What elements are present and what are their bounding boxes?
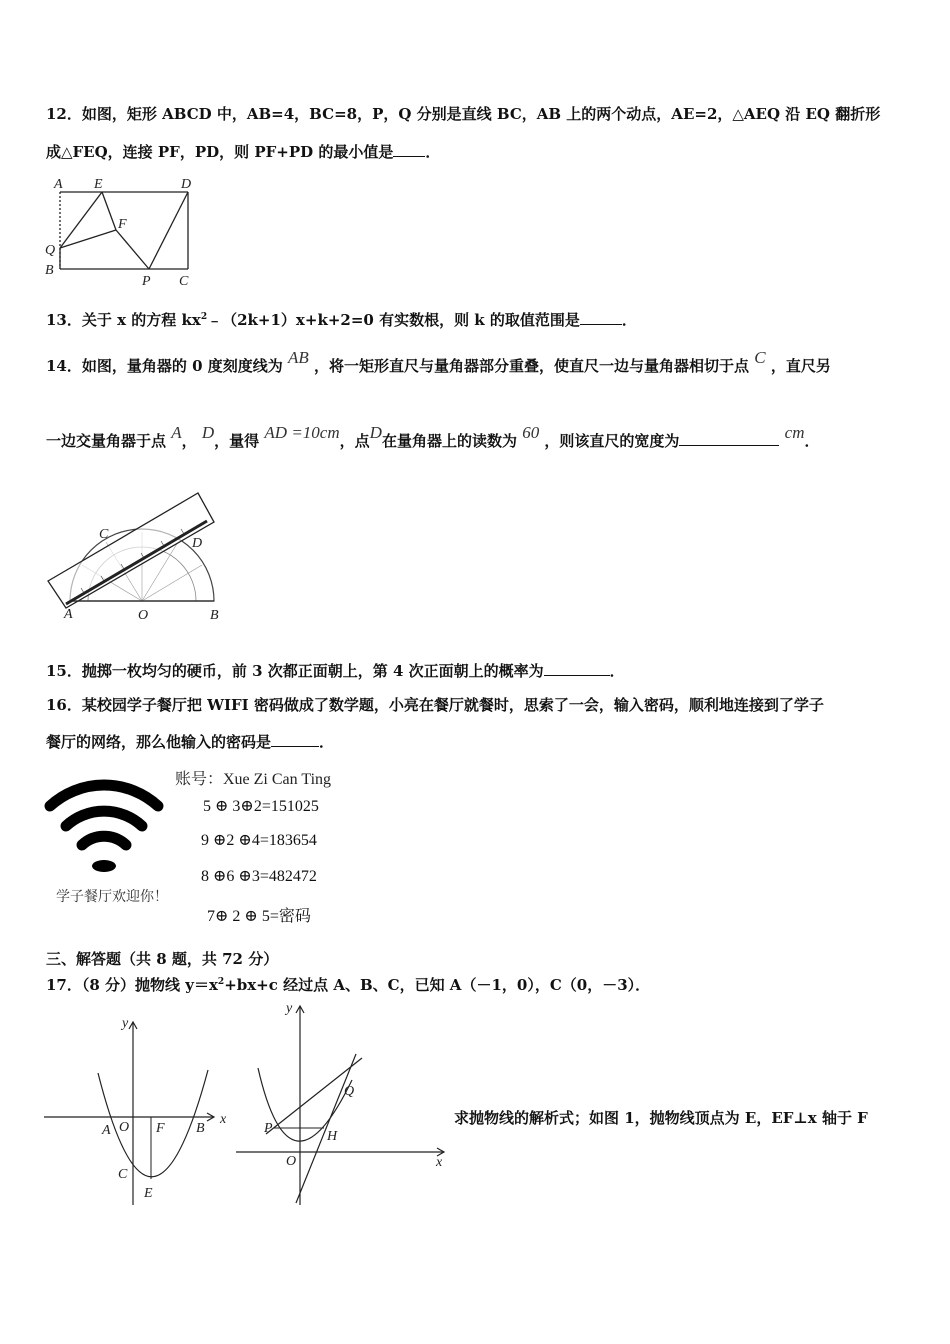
- q16-line2-text: 餐厅的网络，那么他输入的密码是: [46, 733, 272, 751]
- eq2-b: 2: [226, 832, 235, 849]
- wifi-arc-outer: [50, 785, 158, 806]
- q14-math-AB: AB: [288, 348, 309, 367]
- ruler: [48, 493, 214, 608]
- q14-math-D: D: [201, 423, 215, 442]
- label-C: C: [99, 527, 109, 542]
- parabola: [98, 1070, 208, 1177]
- label-B: B: [210, 608, 219, 623]
- oplus-icon: ⊕: [238, 868, 252, 885]
- q17-side-text: 求抛物线的解析式；如图 1，抛物线顶点为 E，EF⊥x 轴于 F: [454, 1109, 868, 1127]
- q14-math-C: C: [754, 348, 766, 367]
- eq2-c: 4=183654: [251, 832, 317, 849]
- fig2-label-y: y: [286, 1001, 293, 1016]
- eq4-c: 5=密码: [261, 908, 311, 925]
- label-Q: Q: [45, 243, 56, 258]
- q17-pre: 17．（8 分）抛物线 y＝x: [46, 976, 218, 994]
- wifi-arc-middle: [66, 811, 142, 826]
- q14-comma: ，: [181, 432, 197, 450]
- q16-answer-blank: [271, 745, 319, 747]
- eq1-a: 5: [203, 798, 211, 815]
- eq1-c: 2=151025: [253, 798, 319, 815]
- q14-l2d: 在量角器上的读数为: [381, 432, 517, 450]
- wifi-dot: [92, 860, 116, 872]
- q14-l2a: 一边交量角器于点: [46, 432, 167, 450]
- fig1-label-O: O: [119, 1120, 130, 1135]
- q12-line1: 12．如图，矩形 ABCD 中，AB=4，BC=8，P，Q 分别是直线 BC，AB 上的两个动点，AE=2，△AEQ 沿 EQ 翻折形: [46, 105, 881, 123]
- fig1-label-C: C: [118, 1167, 128, 1182]
- section3-title: 三、解答题（共 8 题，共 72 分）: [46, 950, 279, 968]
- q14-l2c: ，点: [339, 432, 370, 450]
- q17-post: +bx+c 经过点 A、B、C，已知 A（－1，0），C（0，－3）．: [224, 976, 651, 994]
- fig2-label-H: H: [327, 1129, 338, 1144]
- eq4-a: 7: [207, 908, 215, 925]
- q12-line2-text: 成△FEQ，连接 PF，PD，则 PF+PD 的最小值是: [46, 143, 394, 161]
- eq3-c: 3=482472: [251, 868, 317, 885]
- label-A: A: [54, 177, 63, 192]
- fig1-label-A: A: [102, 1123, 111, 1138]
- wifi-eq-1: [203, 796, 319, 816]
- eq3-a: 8: [201, 868, 209, 885]
- q14-figure: [44, 488, 234, 623]
- wifi-eq-4: [207, 903, 311, 926]
- wifi-arc-inner: [82, 836, 126, 845]
- segment-qe: [60, 192, 102, 248]
- segment-ef: [102, 192, 116, 230]
- wifi-welcome: 学子餐厅欢迎你！: [56, 889, 168, 905]
- eq3-b: 6: [226, 868, 235, 885]
- q13-pre: 13．关于 x 的方程 kx: [46, 311, 201, 329]
- fig1-label-B: B: [196, 1121, 205, 1136]
- q17-figure-2: [236, 998, 451, 1210]
- q17-figure-1: [44, 1010, 234, 1210]
- wifi-account: 账号：Xue Zi Can Ting: [175, 771, 332, 788]
- eq1-b: 3: [232, 798, 241, 815]
- q13-end: ．: [621, 311, 637, 329]
- fig2-label-x: x: [436, 1155, 443, 1170]
- fig2-label-P: P: [264, 1121, 273, 1136]
- wifi-eq-3: [201, 866, 317, 886]
- q12-end: ．: [425, 143, 441, 161]
- q14-math-A: A: [171, 423, 182, 442]
- label-P: P: [142, 274, 151, 289]
- q15-end: ．: [609, 662, 625, 680]
- q17-line: [46, 974, 650, 995]
- q14-math-AD: AD =10cm: [264, 423, 340, 442]
- q12-line2: [46, 141, 440, 162]
- q14-l2b: ，量得: [214, 432, 260, 450]
- q14-line1: [46, 348, 831, 376]
- q12-answer-blank: [393, 155, 425, 157]
- label-D: D: [181, 177, 192, 192]
- fig1-label-E: E: [144, 1186, 153, 1201]
- q14-math-cm: cm: [784, 423, 805, 442]
- segment-qf: [60, 230, 116, 248]
- q14-math-60: 60: [522, 423, 540, 442]
- q15-answer-blank: [544, 674, 610, 676]
- fig2-label-Q: Q: [344, 1084, 355, 1099]
- label-C: C: [179, 274, 189, 289]
- label-E: E: [94, 177, 103, 192]
- segment-fp: [116, 230, 149, 269]
- q13-post: ﹣（2k+1）x+k+2=0 有实数根，则 k 的取值范围是: [207, 311, 580, 329]
- label-D: D: [192, 536, 203, 551]
- q14-end: ．: [804, 432, 820, 450]
- q14-l1b: ，将一矩形直尺与量角器部分重叠，使直尺一边与量角器相切于点: [314, 357, 750, 375]
- q15-text: 15．抛掷一枚均匀的硬币，前 3 次都正面朝上，第 4 次正面朝上的概率为: [46, 662, 544, 680]
- q14-l1c: ，直尺另: [770, 357, 831, 375]
- label-A: A: [64, 607, 73, 622]
- q14-l1a: 14．如图，量角器的 0 度刻度线为: [46, 357, 283, 375]
- oplus-icon: ⊕: [215, 798, 229, 815]
- eq4-b: 2: [232, 908, 241, 925]
- oplus-icon: ⊕: [213, 868, 227, 885]
- q14-math-D2: D: [369, 423, 382, 442]
- q13-answer-blank: [580, 323, 622, 325]
- q14-l2e: ，则该直尺的宽度为: [544, 432, 680, 450]
- q13-line: [46, 309, 637, 330]
- q12-figure: [40, 173, 205, 290]
- q15-line: [46, 660, 625, 681]
- q16-line2: [46, 731, 334, 752]
- oplus-icon: ⊕: [215, 908, 229, 925]
- oplus-icon: ⊕: [244, 908, 258, 925]
- fig1-label-F: F: [156, 1121, 165, 1136]
- fig1-label-x: x: [220, 1112, 227, 1127]
- q17-sup: 2: [217, 977, 225, 987]
- wifi-eq-2: [201, 830, 317, 850]
- oplus-icon: ⊕: [213, 832, 227, 849]
- label-B: B: [45, 263, 54, 278]
- label-F: F: [118, 217, 127, 232]
- q14-answer-blank: [679, 444, 779, 446]
- oplus-icon: ⊕: [238, 832, 252, 849]
- eq2-a: 9: [201, 832, 209, 849]
- segment-pd: [149, 192, 188, 269]
- q14-line2: [46, 423, 820, 451]
- oplus-icon: ⊕: [240, 798, 254, 815]
- label-O: O: [138, 608, 149, 623]
- fig2-label-O: O: [286, 1154, 297, 1169]
- q16-line1: 16．某校园学子餐厅把 WIFI 密码做成了数学题，小亮在餐厅就餐时，思索了一会，输入密码，顺利地连接到了学子: [46, 696, 824, 714]
- q13-sup: 2: [200, 312, 208, 322]
- wifi-icon: [42, 770, 167, 875]
- fig1-label-y: y: [122, 1016, 129, 1031]
- q16-end: ．: [319, 733, 335, 751]
